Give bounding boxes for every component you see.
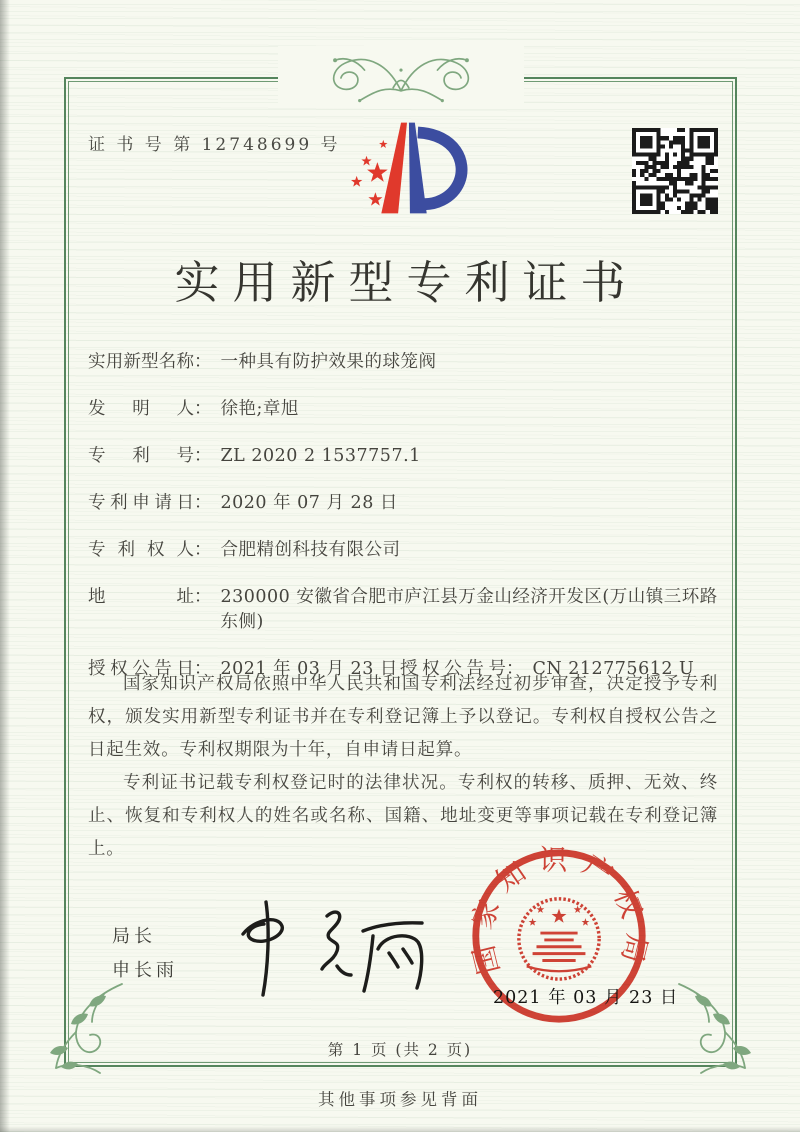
colon: ：: [194, 446, 212, 466]
handwritten-signature: [225, 890, 437, 1002]
scan-shadow-left: [0, 0, 10, 1132]
field-row-inventor: [88, 397, 720, 422]
colon: ：: [194, 587, 212, 607]
grant-date-value: 2021 年 03 月 23 日: [220, 659, 398, 679]
signer-role: 局长: [112, 926, 156, 947]
field-row-name: [88, 350, 720, 375]
field-label: 授权公告日: [88, 659, 194, 679]
seal-date: 2021 年 03 月 23 日: [493, 988, 679, 1008]
seal-ring-text: 国家知识产权局: [466, 843, 652, 978]
legal-paragraph-2: 专利证书记载专利权登记时的法律状况。专利权的转移、质押、无效、终止、恢复和专利权人的姓名或名称、国籍、地址变更等事项记载在专利登记簿上。: [88, 773, 718, 859]
legal-paragraph-1: 国家知识产权局依照中华人民共和国专利法经过初步审查，决定授予专利权，颁发实用新型专利证书并在专利登记簿上予以登记。专利权自授权公告之日起生效。专利权期限为十年，自申请日起算。: [88, 674, 718, 760]
colon: ：: [194, 399, 212, 419]
qr-code: [632, 128, 718, 214]
field-value: 2020 年 07 月 28 日: [220, 493, 398, 513]
field-list: [88, 350, 720, 704]
national-emblem-icon: [519, 899, 599, 979]
bottom-left-flourish: [42, 980, 127, 1075]
legal-text: [88, 668, 718, 866]
field-label: 发明人: [88, 399, 194, 419]
field-label: 专利号: [88, 446, 194, 466]
flourish-icon: [674, 980, 759, 1075]
colon: ：: [194, 540, 212, 560]
certificate-number: 证 书 号 第 12748699 号: [88, 135, 341, 155]
field-row-filing-date: [88, 491, 720, 516]
field-value: 徐艳;章旭: [220, 399, 299, 419]
field-label: 实用新型名称: [88, 352, 194, 372]
back-side-note: 其他事项参见背面: [318, 1090, 482, 1109]
cnipa-logo-icon: [331, 110, 479, 230]
field-label: 授权公告号: [400, 659, 506, 679]
field-row-patent-no: [88, 444, 720, 469]
field-row-patentee: [88, 538, 720, 563]
colon: ：: [194, 659, 212, 679]
colon: ：: [194, 493, 212, 513]
field-value: 230000 安徽省合肥市庐江县万金山经济开发区(万山镇三环路东侧): [220, 587, 718, 632]
flourish-icon: [42, 980, 127, 1075]
top-flourish-ornament: [278, 46, 524, 108]
certificate-title: 实用新型专利证书: [174, 256, 639, 309]
field-label: 专利权人: [88, 540, 194, 560]
bottom-right-flourish: [674, 980, 759, 1075]
colon: ：: [506, 659, 524, 679]
scan-shadow-bottom: [0, 1126, 800, 1132]
page-number: 第 1 页 (共 2 页): [327, 1041, 473, 1059]
signer-name: 申长雨: [112, 960, 178, 981]
colon: ：: [194, 352, 212, 372]
field-value: 合肥精创科技有限公司: [220, 540, 401, 560]
field-label: 专利申请日: [88, 493, 194, 513]
grant-no-value: CN 212775612 U: [532, 659, 695, 679]
field-value: ZL 2020 2 1537757.1: [220, 446, 421, 466]
field-value: 一种具有防护效果的球笼阀: [220, 352, 437, 372]
field-row-address: [88, 585, 720, 635]
flourish-icon: [278, 46, 524, 108]
field-label: 地址: [88, 587, 194, 607]
